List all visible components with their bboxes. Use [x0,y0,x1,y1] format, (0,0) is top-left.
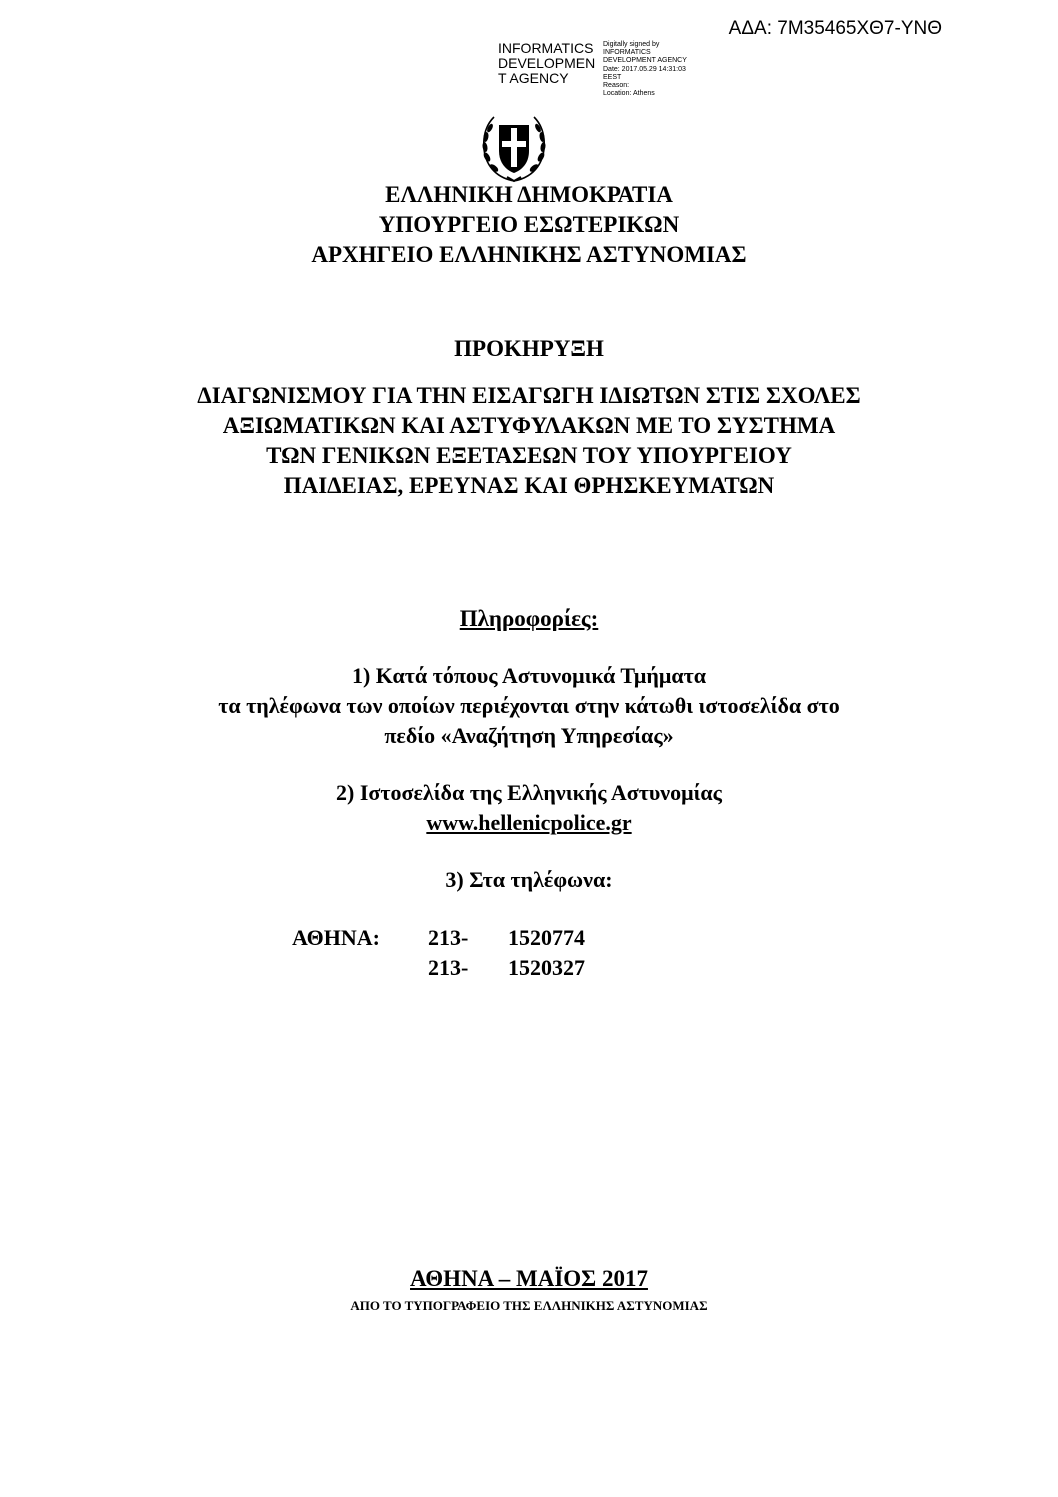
document-title: ΠΡΟΚΗΡΥΞΗ [454,336,604,361]
signature-detail-line: Reason: [603,81,630,89]
header-police-hq: ΑΡΧΗΓΕΙΟ ΕΛΛΗΝΙΚΗΣ ΑΣΤΥΝΟΜΙΑΣ [311,242,747,267]
header-ministry: ΥΠΟΥΡΓΕΙΟ ΕΣΩΤΕΡΙΚΩΝ [378,212,680,237]
info-item-1-line: πεδίο «Αναζήτηση Υπηρεσίας» [384,723,674,748]
digital-signature-details [603,41,687,98]
digital-signature-name [498,41,595,86]
subtitle-line: ΤΩΝ ΓΕΝΙΚΩΝ ΕΞΕΤΑΣΕΩΝ ΤΟΥ ΥΠΟΥΡΓΕΙΟΥ [266,443,792,468]
subtitle-line: ΠΑΙΔΕΙΑΣ, ΕΡΕΥΝΑΣ ΚΑΙ ΘΡΗΣΚΕΥΜΑΤΩΝ [283,473,775,498]
ada-number: ΑΔΑ: 7Μ35465ΧΘ7-ΥΝΘ [728,18,942,39]
info-heading: Πληροφορίες: [459,606,599,631]
info-item-3-line: 3) Στα τηλέφωνα: [445,867,613,892]
info-item-1-line: τα τηλέφωνα των οποίων περιέχονται στην κάτωθι ιστοσελίδα στο [218,693,840,718]
subtitle-line: ΔΙΑΓΩΝΙΣΜΟΥ ΓΙΑ ΤΗΝ ΕΙΣΑΓΩΓΗ ΙΔΙΩΤΩΝ ΣΤΙΣ ΣΧΟΛΕΣ [197,383,861,408]
header-republic: ΕΛΛΗΝΙΚΗ ΔΗΜΟΚΡΑΤΙΑ [385,182,673,207]
greek-coat-of-arms-icon [477,111,551,185]
signature-detail-line: Location: Athens [603,90,655,98]
signature-detail-line: EEST [603,73,622,81]
phone-prefix: 213- [428,955,469,980]
signature-detail-line: INFORMATICS [603,49,651,57]
footer-place-date: ΑΘΗΝΑ – ΜΑΪΟΣ 2017 [410,1266,648,1291]
signature-detail-line: DEVELOPMENT AGENCY [603,57,687,65]
signature-name-line: T AGENCY [498,70,569,86]
footer-printer: ΑΠΟ ΤΟ ΤΥΠΟΓΡΑΦΕΙΟ ΤΗΣ ΕΛΛΗΝΙΚΗΣ ΑΣΤΥΝΟΜΙΑΣ [350,1298,708,1313]
phone-city: ΑΘΗΝΑ: [292,925,380,950]
signature-detail-line: Date: 2017.05.29 14:31:03 [603,65,686,73]
signature-name-line: DEVELOPMEN [498,55,596,71]
info-item-2-line: 2) Ιστοσελίδα της Ελληνικής Αστυνομίας [336,780,722,805]
phone-number: 1520774 [508,925,585,950]
signature-detail-line: Digitally signed by [603,41,660,48]
phone-prefix: 213- [428,925,469,950]
info-item-1-line: 1) Κατά τόπους Αστυνομικά Τμήματα [351,663,707,688]
signature-name-line: INFORMATICS [498,40,594,56]
police-website-link[interactable]: www.hellenicpolice.gr [426,810,632,835]
phone-number: 1520327 [508,955,585,980]
subtitle-line: ΑΞΙΩΜΑΤΙΚΩΝ ΚΑΙ ΑΣΤΥΦΥΛΑΚΩΝ ΜΕ ΤΟ ΣΥΣΤΗΜΑ [222,413,836,438]
